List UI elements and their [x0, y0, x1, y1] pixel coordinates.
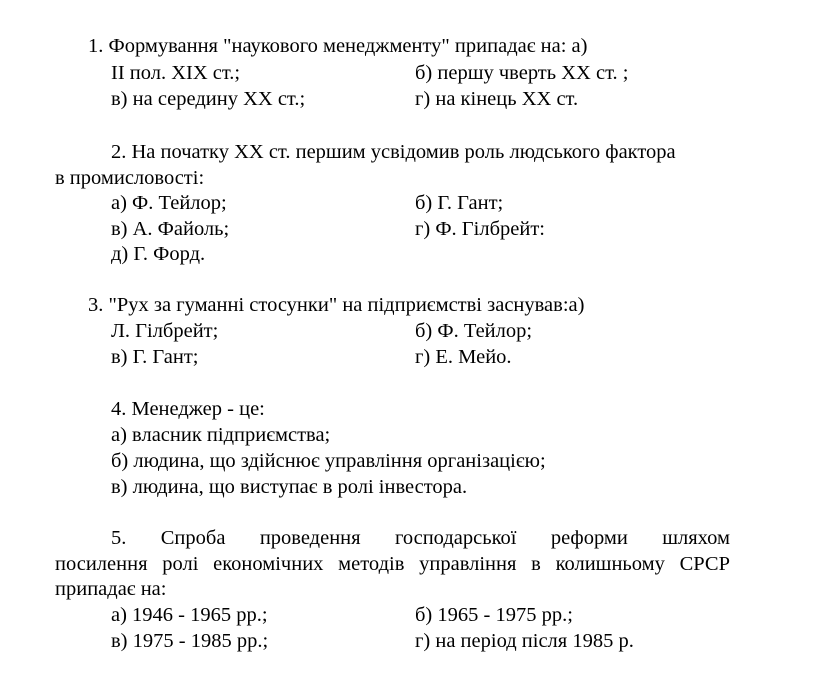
- q5-question-line3: припадає на:: [55, 578, 167, 600]
- q1-option-b: б) першу чверть XX ст. ;: [415, 62, 629, 84]
- q2-option-c: в) А. Файоль;: [111, 218, 230, 240]
- q5-option-d: г) на період після 1985 р.: [415, 630, 634, 652]
- q5-option-b: б) 1965 - 1975 рр.;: [415, 604, 573, 626]
- q5-word: 5.: [111, 527, 127, 549]
- q5-word: посилення: [55, 553, 148, 575]
- q5-word: управління: [419, 553, 517, 575]
- q3-option-c: в) Г. Гант;: [111, 346, 199, 368]
- q2-question-line1: 2. На початку XX ст. першим усвідомив роль людського фактора: [111, 141, 676, 163]
- q3-option-b: б) Ф. Тейлор;: [415, 320, 533, 342]
- q3-question: 3. "Рух за гуманні стосунки" на підприємстві заснував:а): [88, 294, 585, 316]
- q1-option-a: II пол. XIX ст.;: [111, 62, 241, 84]
- q4-option-a: а) власник підприємства;: [111, 424, 331, 446]
- q5-word: економічних: [213, 553, 324, 575]
- q1-option-d: г) на кінець XX ст.: [415, 88, 579, 110]
- q5-question-line1: [111, 525, 730, 551]
- q5-word: реформи: [550, 527, 628, 549]
- q2-question-line2: в промисловості:: [55, 167, 205, 189]
- q2-option-a: а) Ф. Тейлор;: [111, 192, 227, 214]
- q1-option-c: в) на середину XX ст.;: [111, 88, 306, 110]
- q5-word: Спроба: [160, 527, 226, 549]
- q5-word: методів: [338, 553, 405, 575]
- q5-question-line2: [55, 551, 730, 577]
- q4-question: 4. Менеджер - це:: [111, 398, 265, 420]
- q1-question: 1. Формування "наукового менеджменту" припадає на: а): [88, 35, 588, 57]
- q5-word: колишньому: [555, 553, 665, 575]
- q5-option-c: в) 1975 - 1985 рр.;: [111, 630, 269, 652]
- q5-word: в: [531, 553, 541, 575]
- q4-option-b: б) людина, що здійснює управління організацією;: [111, 450, 546, 472]
- q2-option-b: б) Г. Гант;: [415, 192, 504, 214]
- q5-word: шляхом: [662, 527, 730, 549]
- q5-word: СРСР: [679, 553, 730, 575]
- q3-option-d: г) Е. Мейо.: [415, 346, 512, 368]
- q5-word: господарської: [394, 527, 517, 549]
- q3-option-a: Л. Гілбрейт;: [111, 320, 219, 342]
- q2-option-d: г) Ф. Гілбрейт:: [415, 218, 545, 240]
- q5-word: проведення: [259, 527, 361, 549]
- q5-word: ролі: [162, 553, 199, 575]
- q4-option-c: в) людина, що виступає в ролі інвестора.: [111, 476, 468, 498]
- q5-option-a: а) 1946 - 1965 рр.;: [111, 604, 268, 626]
- q2-option-e: д) Г. Форд.: [111, 243, 206, 265]
